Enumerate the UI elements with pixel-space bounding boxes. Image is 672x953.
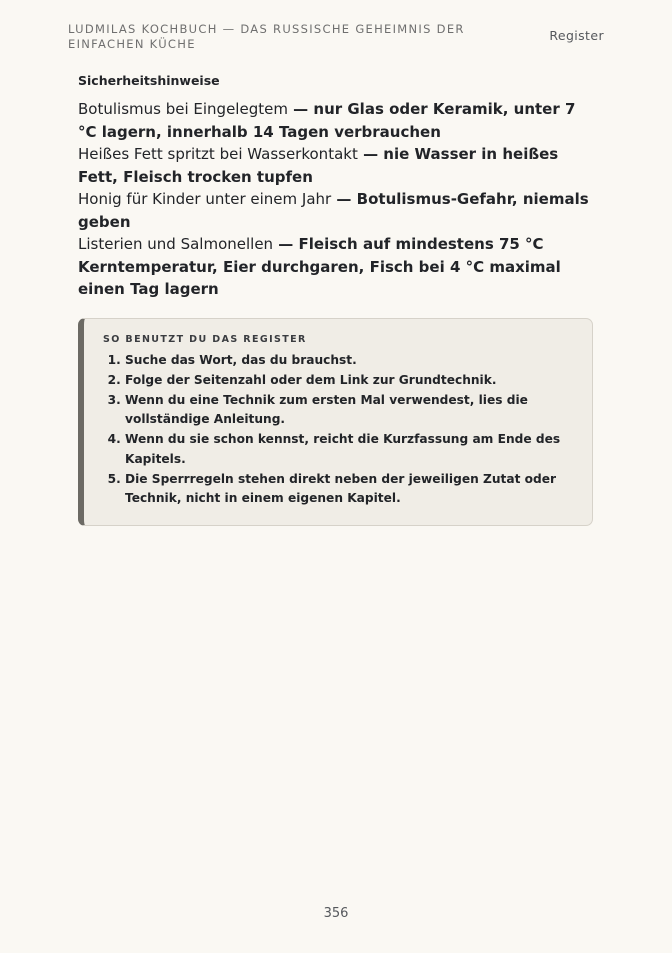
safety-item [78, 143, 598, 188]
hazard-text: Botulismus bei Eingelegtem [78, 100, 288, 118]
safety-item [78, 233, 598, 301]
hint-separator: — [273, 235, 299, 253]
advice-text: nie Wasser in heißes Fett, Fleisch trocken tupfen [78, 145, 559, 186]
advice-text: nur Glas oder Keramik, unter 7 °C lagern, innerhalb 14 Tagen verbrauchen [78, 100, 576, 141]
hint-separator: — [331, 190, 357, 208]
advice-text: Botulismus-Gefahr, niemals geben [78, 190, 589, 231]
advice-text: Fleisch auf mindestens 75 °C Kerntemperatur, Eier durchgaren, Fisch bei 4 °C maximal einen Tag lagern [78, 235, 561, 298]
book-title: LUDMILAS KOCHBUCH — DAS RUSSISCHE GEHEIMNIS DER EINFACHEN KÜCHE [68, 22, 465, 51]
safety-item [78, 98, 598, 143]
hint-separator: — [357, 145, 384, 163]
hazard-text: Honig für Kinder unter einem Jahr [78, 190, 332, 208]
howto-step: 1. Suche das Wort, das du brauchst. [125, 351, 572, 371]
howto-steps [103, 351, 572, 509]
safety-heading: Sicherheitshinweise [78, 73, 220, 88]
running-header [68, 22, 604, 52]
page-content [78, 72, 598, 526]
howto-step: 4. Wenn du sie schon kennst, reicht die Kurzfassung am Ende des Kapitels. [125, 430, 572, 469]
howto-step: 3. Wenn du eine Technik zum ersten Mal verwendest, lies die vollständige Anleitung. [125, 391, 572, 430]
hint-separator: — [287, 100, 314, 118]
hazard-text: Listerien und Salmonellen [78, 235, 274, 253]
page-number: 356 [323, 906, 349, 921]
howto-step: 2. Folge der Seitenzahl oder dem Link zur Grundtechnik. [125, 371, 572, 391]
hazard-text: Heißes Fett spritzt bei Wasserkontakt [78, 145, 358, 163]
safety-item [78, 188, 598, 233]
safety-list [78, 98, 598, 301]
register-howto-box [78, 318, 593, 527]
howto-step: 5. Die Sperrregeln stehen direkt neben der jeweiligen Zutat oder Technik, nicht in einem eigenen Kapitel. [125, 470, 572, 509]
section-label: Register [549, 28, 604, 43]
callout-title: SO BENUTZT DU DAS REGISTER [103, 333, 307, 345]
